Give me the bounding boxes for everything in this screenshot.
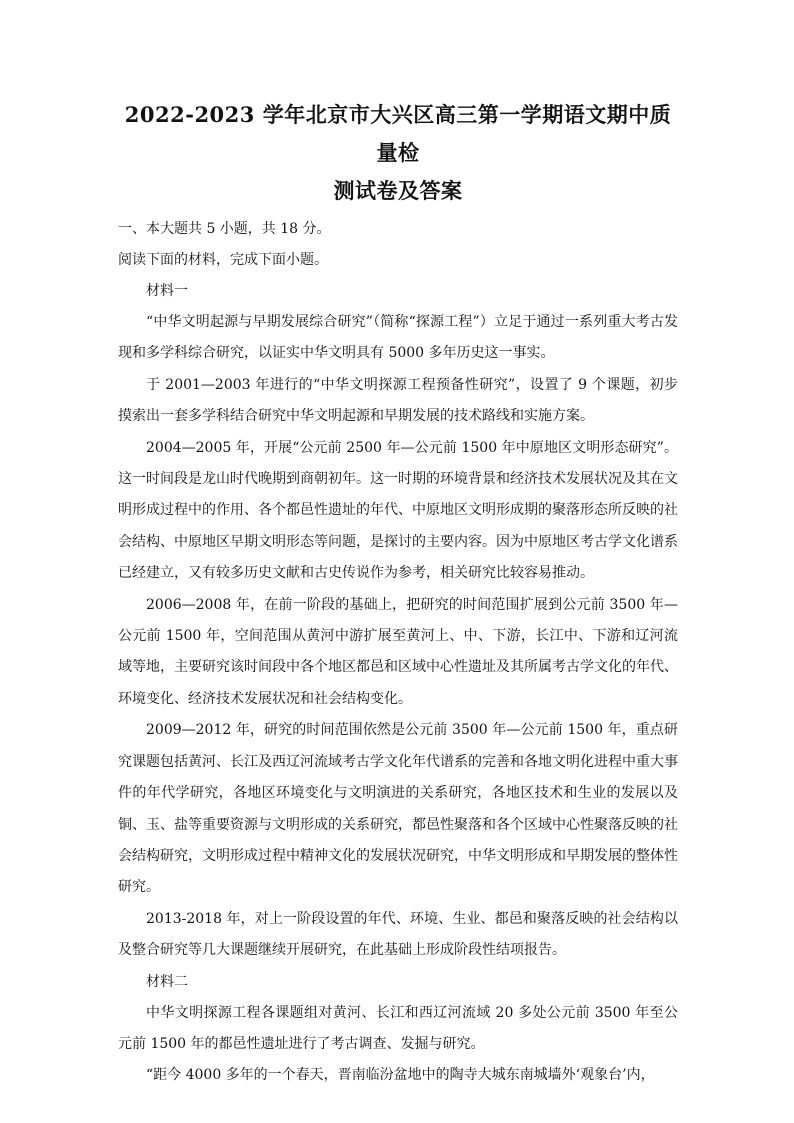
material-2-label: 材料二 bbox=[146, 973, 188, 990]
section-instruction: 阅读下面的材料，完成下面小题。 bbox=[118, 252, 328, 268]
section-heading: 一、本大题共 5 小题，共 18 分。 bbox=[118, 221, 331, 237]
material-2-paragraph: 中华文明探源工程各课题组对黄河、长江和西辽河流域 20 多处公元前 3500 年至公元前 1500 年的都邑性遗址进行了考古调查、发掘与研究。 bbox=[118, 1004, 678, 1052]
document-page bbox=[118, 96, 678, 1092]
title-line-2: 测试卷及答案 bbox=[333, 178, 463, 203]
material-1-paragraph: 2004—2005 年，开展“公元前 2500 年—公元前 1500 年中原地区文明形态研究”。这一时间段是龙山时代晚期到商朝初年。这一时期的环境背景和经济技术发展状况及其在文明形成过程中的作用、各个都邑性遗址的年代、中原地区文明形成期的聚落形态所反映的社会结构、中原地区早期文明形态等问题，是探讨的主要内容。因为中原地区考古学文化谱系已经建立，又有较多历史文献和古史传说作为参考，相关研究比较容易推动。 bbox=[118, 439, 678, 582]
material-1-paragraph: 于 2001—2003 年进行的“中华文明探源工程预备性研究”，设置了 9 个课题，初步摸索出一套多学科结合研究中华文明起源和早期发展的技术路线和实施方案。 bbox=[118, 376, 678, 425]
material-1-label: 材料一 bbox=[146, 283, 188, 299]
material-1-paragraph: “中华文明起源与早期发展综合研究”（简称“探源工程”）立足于通过一系列重大考古发现和多学科综合研究，以证实中华文明具有 5000 多年历史这一事实。 bbox=[118, 314, 678, 362]
title-line-1: 2022-2023 学年北京市大兴区高三第一学期语文期中质量检 bbox=[124, 102, 672, 165]
material-1-paragraph: 2006—2008 年，在前一阶段的基础上，把研究的时间范围扩展到公元前 3500 年—公元前 1500 年，空间范围从黄河中游扩展至黄河上、中、下游，长江中、下游和辽河流域等地，主要研究该时间段中各个地区都邑和区域中心性遗址及其所属考古学文化的年代、环境变化、经济技术发展状况和社会结构变化。 bbox=[118, 596, 678, 707]
material-1-paragraph: 2013-2018 年，对上一阶段设置的年代、环境、生业、都邑和聚落反映的社会结构以及整合研究等几大课题继续开展研究，在此基础上形成阶段性结项报告。 bbox=[118, 910, 678, 959]
material-2-paragraph: “距今 4000 多年的一个春天，晋南临汾盆地中的陶寺大城东南城墙外‘观象台’内， bbox=[146, 1067, 655, 1084]
material-1-paragraph: 2009—2012 年，研究的时间范围依然是公元前 3500 年—公元前 1500 年，重点研究课题包括黄河、长江及西辽河流域考古学文化年代谱系的完善和各地文明化进程中重大事件的年代学研究，各地区环境变化与文明演进的关系研究，各地区技术和生业的发展以及铜、玉、盐等重要资源与文明形成的关系研究，都邑性聚落和各个区域中心性聚落反映的社会结构研究，文明形成过程中精神文化的发展状况研究，中华文明形成和早期发展的整体性研究。 bbox=[118, 722, 678, 896]
document-title bbox=[118, 96, 678, 210]
